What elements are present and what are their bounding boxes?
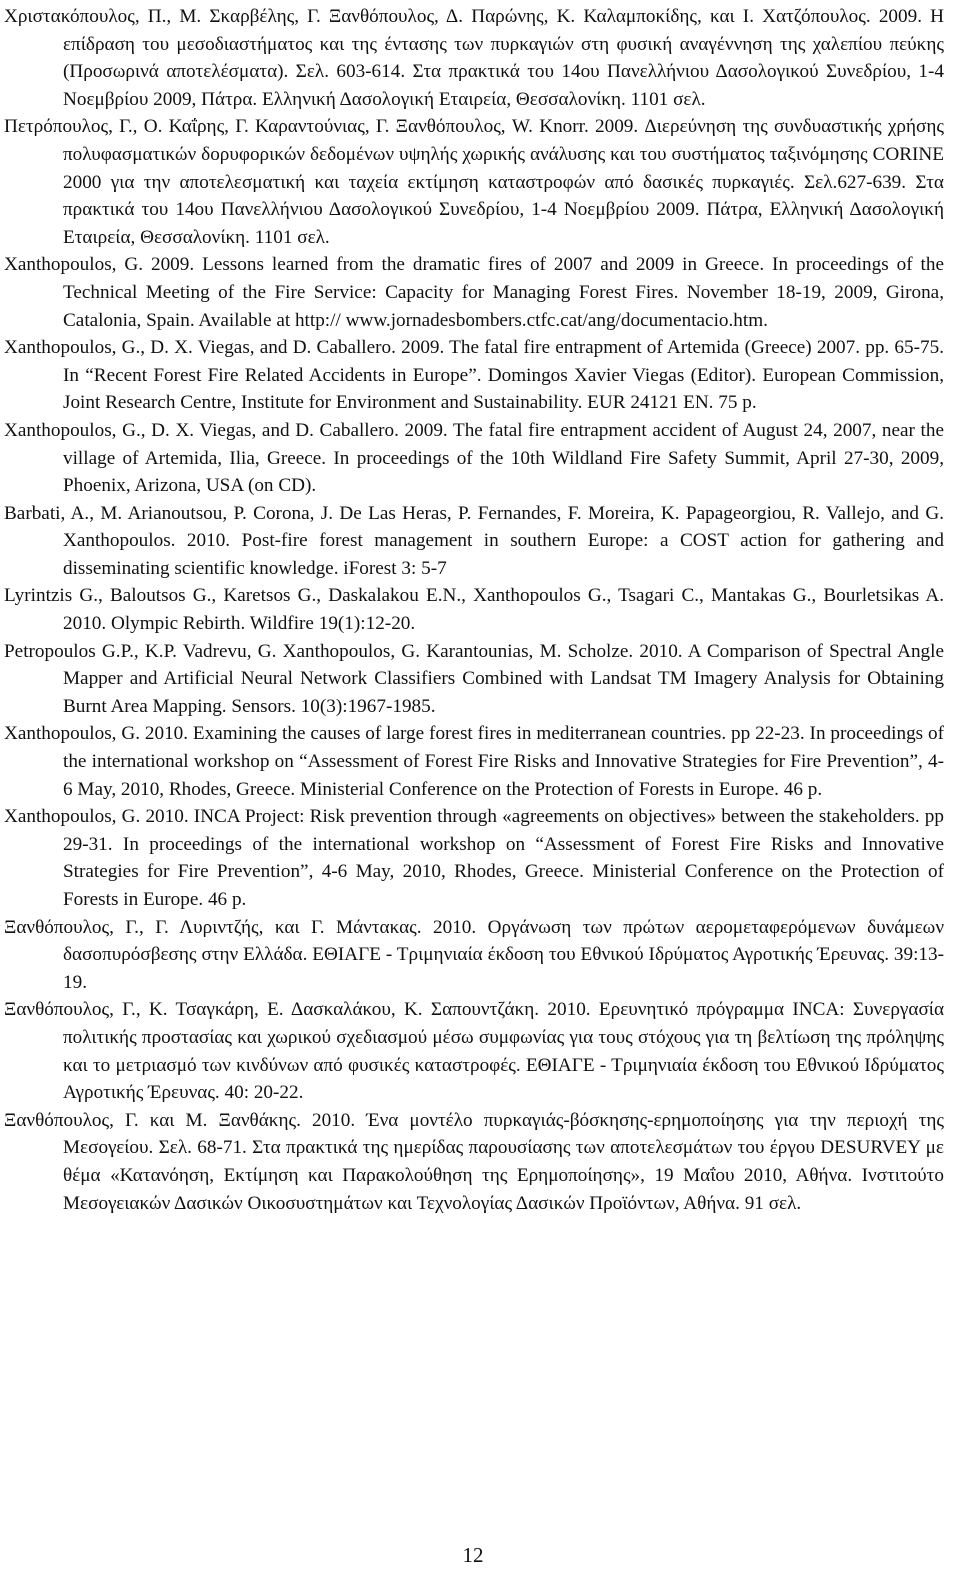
page-number: 12 xyxy=(462,1543,484,1567)
reference-entry: Barbati, A., M. Arianoutsou, P. Corona, J. De Las Heras, P. Fernandes, F. Moreira, K. Papageorgiou, R. Vallejo, and G. Xanthopoulos. 2010. Post-fire forest management in southern Europe: a COST action for gathering and disseminating scientific knowledge. iForest 3: 5-7 xyxy=(4,502,944,579)
reference-list xyxy=(4,3,944,1217)
reference-entry: Χριστακόπουλος, Π., Μ. Σκαρβέλης, Γ. Ξανθόπουλος, Δ. Παρώνης, Κ. Καλαμποκίδης, και Ι. Χατζόπουλος. 2009. Η επίδραση του μεσοδιαστήματος και της έντασης των πυρκαγιών στη φυσική αναγέννηση της χαλεπίου πεύκης (Προσωρινά αποτελέσματα). Σελ. 603-614. Στα πρακτικά του 14ου Πανελλήνιου Δασολογικού Συνεδρίου, 1-4 Νοεμβρίου 2009, Πάτρα. Ελληνική Δασολογική Εταιρεία, Θεσσαλονίκη. 1101 σελ. xyxy=(4,6,944,110)
reference-entry: Ξανθόπουλος, Γ. και Μ. Ξανθάκης. 2010. Ένα μοντέλο πυρκαγιάς-βόσκησης-ερημοποίησης για την περιοχή της Μεσογείου. Σελ. 68-71. Στα πρακτικά της ημερίδας παρουσίασης των αποτελεσμάτων του έργου DESURVEY με θέμα «Κατανόηση, Εκτίμηση και Παρακολούθηση της Ερημοποίησης», 19 Μαΐου 2010, Αθήνα. Ινστιτούτο Μεσογειακών Δασικών Οικοσυστημάτων και Τεχνολογίας Δασικών Προϊόντων, Αθήνα. 91 σελ. xyxy=(4,1109,944,1214)
reference-entry: Xanthopoulos, G. 2010. Examining the causes of large forest fires in mediterranean countries. pp 22-23. In proceedings of the international workshop on “Assessment of Forest Fire Risks and Innovative Strategies for Fire Prevention”, 4-6 May, 2010, Rhodes, Greece. Ministerial Conference on the Protection of Forests in Europe. 46 p. xyxy=(4,723,944,800)
reference-entry: Πετρόπουλος, Γ., Ο. Καΐρης, Γ. Καραντούνιας, Γ. Ξανθόπουλος, W. Knorr. 2009. Διερεύνηση της συνδυαστικής χρήσης πολυφασματικών δορυφορικών δεδομένων υψηλής χωρικής ανάλυσης και του συστήματος ταξινόμησης CORINE 2000 για την αποτελεσματική και ταχεία εκτίμηση καταστροφών από δασικές πυρκαγιές. Σελ.627-639. Στα πρακτικά του 14ου Πανελλήνιου Δασολογικού Συνεδρίου, 1-4 Νοεμβρίου 2009. Πάτρα, Ελληνική Δασολογική Εταιρεία, Θεσσαλονίκη. 1101 σελ. xyxy=(4,116,944,248)
reference-entry: Ξανθόπουλος, Γ., Γ. Λυριντζής, και Γ. Μάντακας. 2010. Οργάνωση των πρώτων αερομεταφερόμενων δυνάμεων δασοπυρόσβεσης στην Ελλάδα. ΕΘΙΑΓΕ - Τριμηνιαία έκδοση του Εθνικού Ιδρύματος Αγροτικής Έρευνας. 39:13-19. xyxy=(4,916,944,993)
reference-entry: Xanthopoulos, G. 2010. INCA Project: Risk prevention through «agreements on objectives» between the stakeholders. pp 29-31. In proceedings of the international workshop on “Assessment of Forest Fire Risks and Innovative Strategies for Fire Prevention”, 4-6 May, 2010, Rhodes, Greece. Ministerial Conference on the Protection of Forests in Europe. 46 p. xyxy=(4,806,944,910)
reference-entry: Xanthopoulos, G. 2009. Lessons learned from the dramatic fires of 2007 and 2009 in Greece. In proceedings of the Technical Meeting of the Fire Service: Capacity for Managing Forest Fires. November 18-19, 2009, Girona, Catalonia, Spain. Available at http:// www.jornadesbombers.ctfc.cat/ang/documentacio.htm. xyxy=(4,254,944,331)
reference-entry: Ξανθόπουλος, Γ., Κ. Τσαγκάρη, Ε. Δασκαλάκου, Κ. Σαπουντζάκη. 2010. Ερευνητικό πρόγραμμα INCA: Συνεργασία πολιτικής προστασίας και χωρικού σχεδιασμού μέσω συμφωνίας για τους στόχους για τη βελτίωση της πρόληψης και το μετριασμό των κινδύνων από φυσικές καταστροφές. ΕΘΙΑΓΕ - Τριμηνιαία έκδοση του Εθνικού Ιδρύματος Αγροτικής Έρευνας. 40: 20-22. xyxy=(4,999,944,1104)
reference-entry: Lyrintzis G., Baloutsos G., Karetsos G., Daskalakou E.N., Xanthopoulos G., Tsagari C., Mantakas G., Bourletsikas A. 2010. Olympic Rebirth. Wildfire 19(1):12-20. xyxy=(4,585,944,635)
reference-entry: Xanthopoulos, G., D. X. Viegas, and D. Caballero. 2009. The fatal fire entrapment accident of August 24, 2007, near the village of Artemida, Ilia, Greece. In proceedings of the 10th Wildland Fire Safety Summit, April 27-30, 2009, Phoenix, Arizona, USA (on CD). xyxy=(4,419,944,497)
reference-entry: Petropoulos G.P., K.P. Vadrevu, G. Xanthopoulos, G. Karantounias, M. Scholze. 2010. A Comparison of Spectral Angle Mapper and Artificial Neural Network Classifiers Combined with Landsat TM Imagery Analysis for Obtaining Burnt Area Mapping. Sensors. 10(3):1967-1985. xyxy=(4,640,944,717)
reference-entry: Xanthopoulos, G., D. X. Viegas, and D. Caballero. 2009. The fatal fire entrapment of Artemida (Greece) 2007. pp. 65-75. In “Recent Forest Fire Related Accidents in Europe”. Domingos Xavier Viegas (Editor). European Commission, Joint Research Centre, Institute for Environment and Sustainability. EUR 24121 EN. 75 p. xyxy=(4,337,944,414)
